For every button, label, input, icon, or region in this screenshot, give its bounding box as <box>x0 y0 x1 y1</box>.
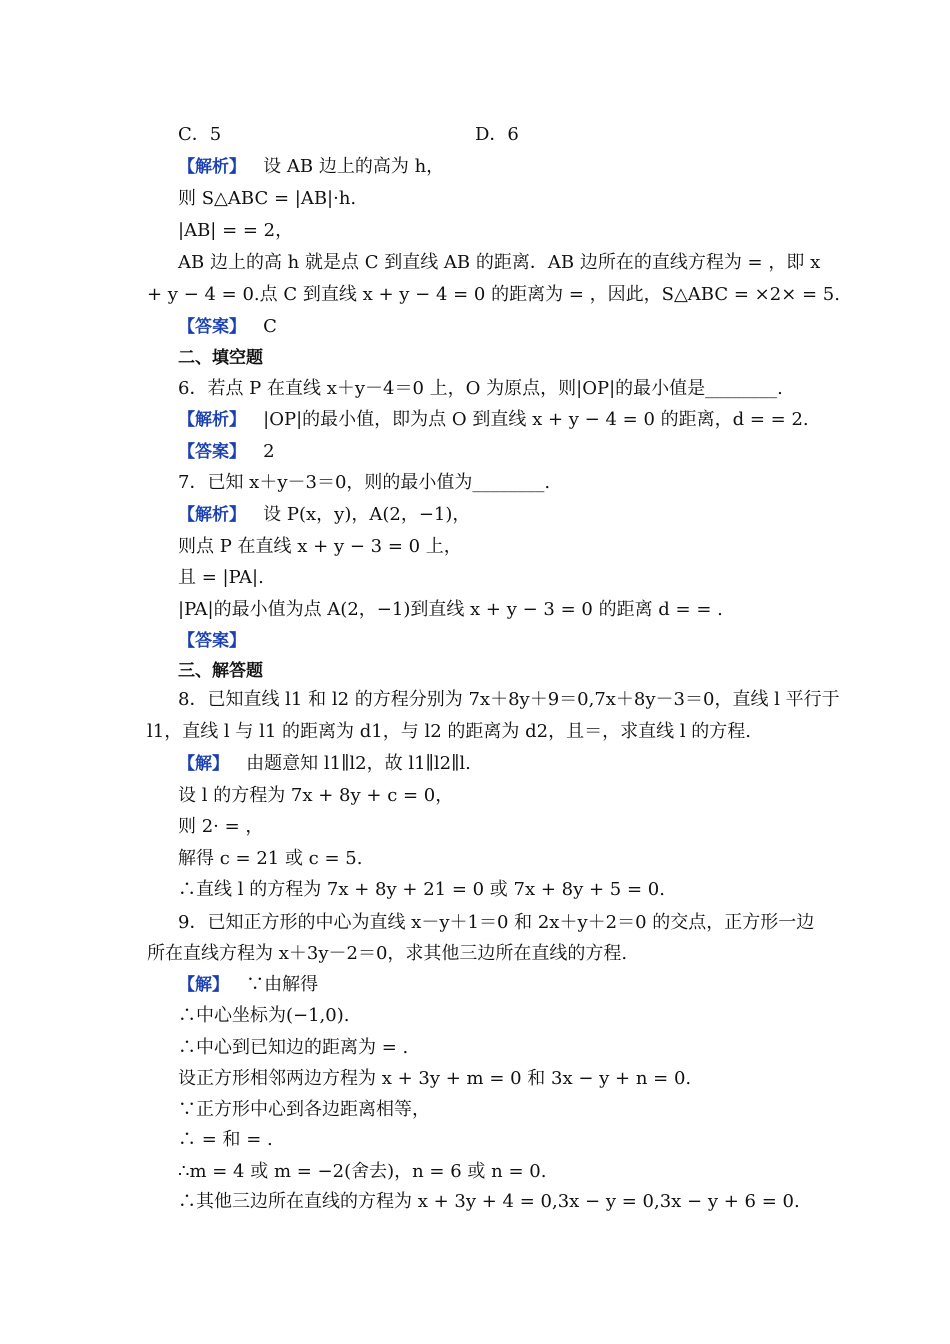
answer-label: 【答案】 <box>178 442 246 462</box>
q5-analysis-row <box>178 155 444 179</box>
section-solve: 三、解答题 <box>178 661 263 681</box>
q7-analysis-line4: |PA|的最小值为点 A(2，−1)到直线 x + y − 3 = 0 的距离 d = = . <box>178 599 723 620</box>
q9-solution-line1: ∵由解得 <box>246 974 319 995</box>
q9-solution-line7: ∴m = 4 或 m = −2(舍去)，n = 6 或 n = 0. <box>178 1161 547 1182</box>
q6-analysis: |OP|的最小值，即为点 O 到直线 x + y − 4 = 0 的距离，d = = 2. <box>263 409 809 430</box>
q7-answer-row <box>178 629 246 653</box>
q5-answer-row <box>178 315 277 339</box>
q8-solution-line3: 则 2· = ， <box>178 816 264 837</box>
q8-solution-line2: 设 l 的方程为 7x + 8y + c = 0， <box>178 785 454 806</box>
q5-analysis-line5: + y − 4 = 0.点 C 到直线 x + y − 4 = 0 的距离为 = ，因此，S△ABC = ×2× = 5. <box>147 284 840 305</box>
q9-solution-line2: ∴中心坐标为(−1,0). <box>178 1005 350 1026</box>
q7-analysis-line2: 则点 P 在直线 x + y − 3 = 0 上， <box>178 536 462 557</box>
answer-label: 【答案】 <box>178 631 246 651</box>
q6-answer-row <box>178 440 275 464</box>
q9-stem-line1: 9．已知正方形的中心为直线 x－y＋1＝0 和 2x＋y＋2＝0 的交点，正方形一边 <box>178 912 815 933</box>
analysis-label: 【解析】 <box>178 505 246 525</box>
q7-analysis-row <box>178 503 470 527</box>
q5-analysis-line2: 则 S△ABC = |AB|·h. <box>178 188 357 209</box>
q7-stem: 7．已知 x＋y－3＝0，则的最小值为________. <box>178 472 551 493</box>
q8-solution-line1: 由题意知 l1∥l2，故 l1∥l2∥l. <box>246 753 471 774</box>
analysis-label: 【解析】 <box>178 410 246 430</box>
option-d: D．6 <box>475 124 519 145</box>
q7-analysis-line1: 设 P(x，y)，A(2，−1)， <box>263 504 471 525</box>
q5-answer: C <box>263 316 277 337</box>
q8-solution-row <box>178 752 471 776</box>
q9-solution-line5: ∵正方形中心到各边距离相等， <box>178 1099 430 1120</box>
answer-label: 【答案】 <box>178 317 246 337</box>
q9-solution-row <box>178 973 318 997</box>
q8-solution-line4: 解得 c = 21 或 c = 5. <box>178 848 363 869</box>
solution-label: 【解】 <box>178 754 229 774</box>
q8-stem-line1: 8．已知直线 l1 和 l2 的方程分别为 7x＋8y＋9＝0,7x＋8y－3＝0，直线 l 平行于 <box>178 689 840 710</box>
q5-analysis-line4: AB 边上的高 h 就是点 C 到直线 AB 的距离．AB 边所在的直线方程为 = ，即 x <box>178 252 821 273</box>
q9-solution-line6: ∴ = 和 = . <box>178 1129 273 1150</box>
q5-analysis-line1: 设 AB 边上的高为 h， <box>263 156 445 177</box>
q8-stem-line2: l1，直线 l 与 l1 的距离为 d1，与 l2 的距离为 d2，且＝，求直线 l 的方程. <box>147 721 752 742</box>
q8-solution-line5: ∴直线 l 的方程为 7x + 8y + 21 = 0 或 7x + 8y + 5 = 0. <box>178 879 665 900</box>
solution-label: 【解】 <box>178 975 229 995</box>
q6-answer: 2 <box>263 441 275 462</box>
q9-solution-line8: ∴其他三边所在直线的方程为 x + 3y + 4 = 0,3x − y = 0,3x − y + 6 = 0. <box>178 1191 800 1212</box>
option-c: C．5 <box>178 124 222 145</box>
q9-stem-line2: 所在直线方程为 x＋3y－2＝0，求其他三边所在直线的方程. <box>147 943 628 964</box>
analysis-label: 【解析】 <box>178 157 246 177</box>
section-fill-in: 二、填空题 <box>178 348 263 368</box>
q6-analysis-row <box>178 408 809 432</box>
q5-analysis-line3: |AB| = = 2， <box>178 220 294 241</box>
q6-stem: 6．若点 P 在直线 x＋y－4＝0 上，O 为原点，则|OP|的最小值是________. <box>178 378 783 399</box>
q7-analysis-line3: 且 = |PA|. <box>178 567 264 588</box>
q9-solution-line4: 设正方形相邻两边方程为 x + 3y + m = 0 和 3x − y + n = 0. <box>178 1068 692 1089</box>
q9-solution-line3: ∴中心到已知边的距离为 = . <box>178 1037 409 1058</box>
